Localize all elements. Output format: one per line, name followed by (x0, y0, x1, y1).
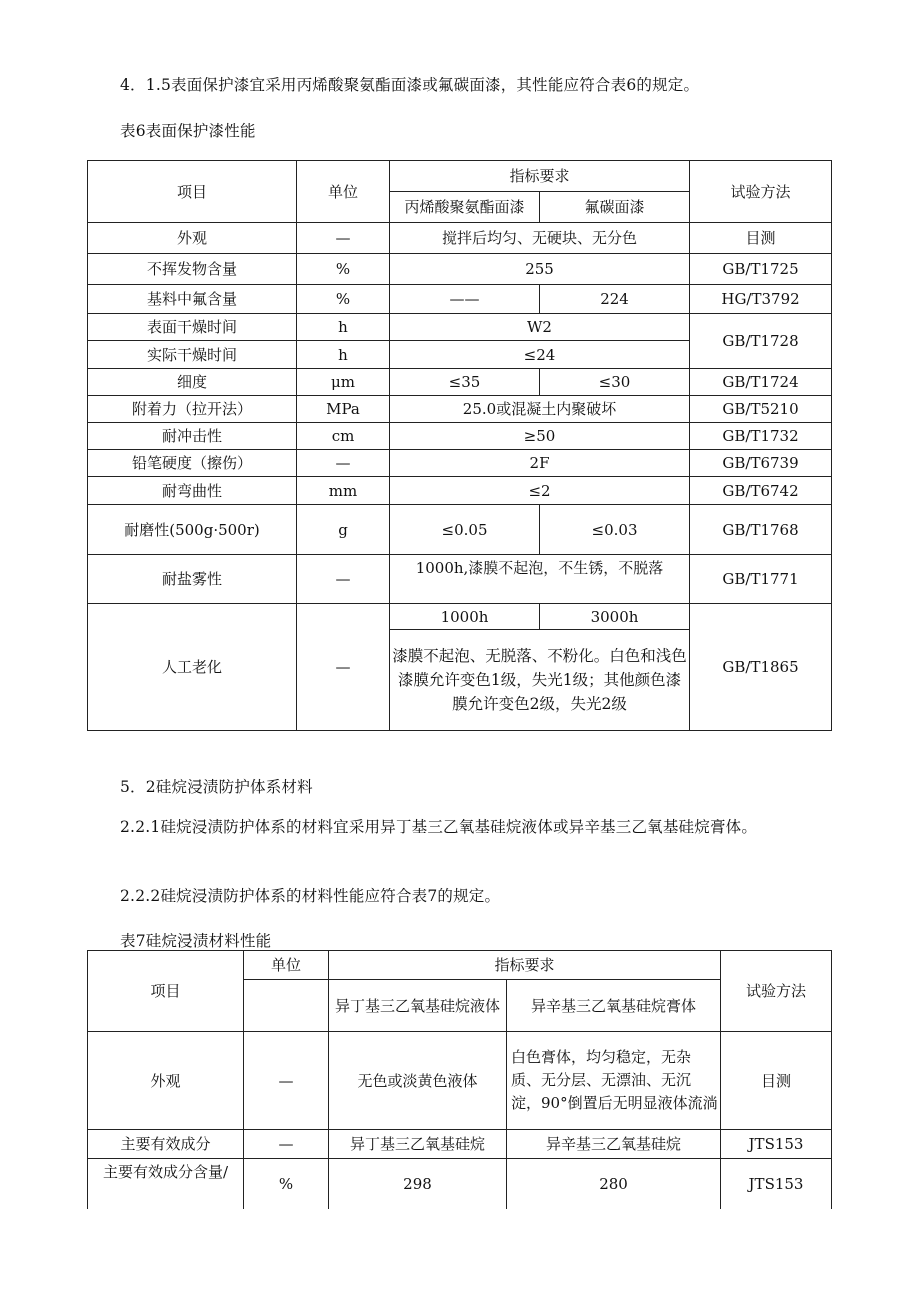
row-value-a: ≤35 (390, 369, 540, 396)
header-acrylic-polyurethane: 丙烯酸聚氨酯面漆 (390, 192, 540, 223)
row-unit: — (297, 450, 390, 477)
row-method: GB/T1732 (690, 423, 832, 450)
row-value: 25.0或混凝土内聚破坏 (390, 396, 690, 423)
row-unit: MPa (297, 396, 390, 423)
row-value-b: 异辛基三乙氧基硅烷 (507, 1130, 721, 1159)
row-method: GB/T1724 (690, 369, 832, 396)
table-row (88, 223, 832, 254)
row-unit: g (297, 505, 390, 555)
table-row (88, 254, 832, 285)
table-row (88, 285, 832, 314)
row-item: 主要有效成分含量/ (88, 1159, 244, 1209)
row-item: 外观 (88, 223, 297, 254)
table-row (88, 369, 832, 396)
row-value: 漆膜不起泡、无脱落、不粉化。白色和浅色漆膜允许变色1级，失光1级；其他颜色漆膜允许变色2级，失光2级 (390, 630, 690, 731)
row-value: ≥50 (390, 423, 690, 450)
row-unit: mm (297, 477, 390, 505)
table6 (87, 160, 832, 731)
row-value-b: 3000h (540, 604, 690, 630)
row-unit: — (244, 1032, 329, 1130)
section-heading-5-2: 5．2硅烷浸渍防护体系材料 (120, 778, 313, 796)
row-unit: — (297, 223, 390, 254)
row-value-b: ≤30 (540, 369, 690, 396)
row-item: 耐磨性(500g·500r) (88, 505, 297, 555)
row-item: 耐弯曲性 (88, 477, 297, 505)
row-method: JTS153 (721, 1159, 832, 1209)
header-requirement: 指标要求 (329, 951, 721, 980)
row-value-b: ≤0.03 (540, 505, 690, 555)
header-isobutyl: 异丁基三乙氧基硅烷液体 (329, 980, 507, 1032)
header-item: 项目 (88, 161, 297, 223)
table7-caption: 表7硅烷浸渍材料性能 (120, 932, 272, 950)
row-unit: h (297, 314, 390, 341)
row-unit: % (244, 1159, 329, 1209)
row-method: GB/T6742 (690, 477, 832, 505)
header-item: 项目 (88, 951, 244, 1032)
row-item: 耐冲击性 (88, 423, 297, 450)
row-unit: % (297, 285, 390, 314)
header-unit: 单位 (244, 951, 329, 980)
header-fluorocarbon: 氟碳面漆 (540, 192, 690, 223)
row-value: ≤24 (390, 341, 690, 369)
row-value-a: 异丁基三乙氧基硅烷 (329, 1130, 507, 1159)
row-method: HG/T3792 (690, 285, 832, 314)
table-row (88, 555, 832, 604)
row-unit: — (297, 604, 390, 731)
row-value-a: 1000h (390, 604, 540, 630)
row-method: GB/T1771 (690, 555, 832, 604)
header-requirement: 指标要求 (390, 161, 690, 192)
row-method: JTS153 (721, 1130, 832, 1159)
row-value: 2F (390, 450, 690, 477)
intro-paragraph: 4．1.5表面保护漆宜采用丙烯酸聚氨酯面漆或氟碳面漆，其性能应符合表6的规定。 (120, 76, 700, 94)
row-unit: % (297, 254, 390, 285)
row-value-b: 白色膏体，均匀稳定，无杂质、无分层、无漂油、无沉淀，90°倒置后无明显液体流淌 (507, 1032, 721, 1130)
row-method: GB/T6739 (690, 450, 832, 477)
table-row (88, 1159, 832, 1209)
table7 (87, 950, 832, 1209)
paragraph-2-2-2: 2.2.2硅烷浸渍防护体系的材料性能应符合表7的规定。 (120, 887, 501, 905)
row-method: GB/T1865 (690, 604, 832, 731)
table-row (88, 1130, 832, 1159)
table6-caption: 表6表面保护漆性能 (120, 122, 256, 140)
row-unit: cm (297, 423, 390, 450)
row-method: 目测 (690, 223, 832, 254)
header-unit: 单位 (297, 161, 390, 223)
row-item: 细度 (88, 369, 297, 396)
row-unit: — (297, 555, 390, 604)
header-test-method: 试验方法 (690, 161, 832, 223)
row-unit: h (297, 341, 390, 369)
table-row (88, 477, 832, 505)
table-row (88, 604, 832, 630)
row-value: 1000h,漆膜不起泡，不生锈，不脱落 (390, 555, 690, 604)
row-value: W2 (390, 314, 690, 341)
table-row (88, 450, 832, 477)
row-method: GB/T5210 (690, 396, 832, 423)
row-value: 搅拌后均匀、无硬块、无分色 (390, 223, 690, 254)
row-item: 不挥发物含量 (88, 254, 297, 285)
row-value-a: 298 (329, 1159, 507, 1209)
row-value-b: 224 (540, 285, 690, 314)
header-test-method: 试验方法 (721, 951, 832, 1032)
row-value-a: ≤0.05 (390, 505, 540, 555)
row-method: GB/T1728 (690, 314, 832, 369)
row-value: ≤2 (390, 477, 690, 505)
row-method: GB/T1725 (690, 254, 832, 285)
row-value-a: 无色或淡黄色液体 (329, 1032, 507, 1130)
table-row (88, 423, 832, 450)
header-unit-empty (244, 980, 329, 1032)
row-value-b: 280 (507, 1159, 721, 1209)
row-method: 目测 (721, 1032, 832, 1130)
row-item: 表面干燥时间 (88, 314, 297, 341)
row-item: 铅笔硬度（擦伤） (88, 450, 297, 477)
row-method: GB/T1768 (690, 505, 832, 555)
row-value: 255 (390, 254, 690, 285)
row-unit: μm (297, 369, 390, 396)
header-isooctyl: 异辛基三乙氧基硅烷膏体 (507, 980, 721, 1032)
row-item: 耐盐雾性 (88, 555, 297, 604)
row-item: 附着力（拉开法） (88, 396, 297, 423)
row-item: 人工老化 (88, 604, 297, 731)
row-item: 主要有效成分 (88, 1130, 244, 1159)
table-row (88, 396, 832, 423)
paragraph-2-2-1: 2.2.1硅烷浸渍防护体系的材料宜采用异丁基三乙氧基硅烷液体或异辛基三乙氧基硅烷膏体。 (120, 818, 758, 836)
table-row (88, 1032, 832, 1130)
row-item: 实际干燥时间 (88, 341, 297, 369)
table-row (88, 505, 832, 555)
row-unit: — (244, 1130, 329, 1159)
row-item: 基料中氟含量 (88, 285, 297, 314)
row-item: 外观 (88, 1032, 244, 1130)
row-value-a: —— (390, 285, 540, 314)
table-row (88, 314, 832, 341)
